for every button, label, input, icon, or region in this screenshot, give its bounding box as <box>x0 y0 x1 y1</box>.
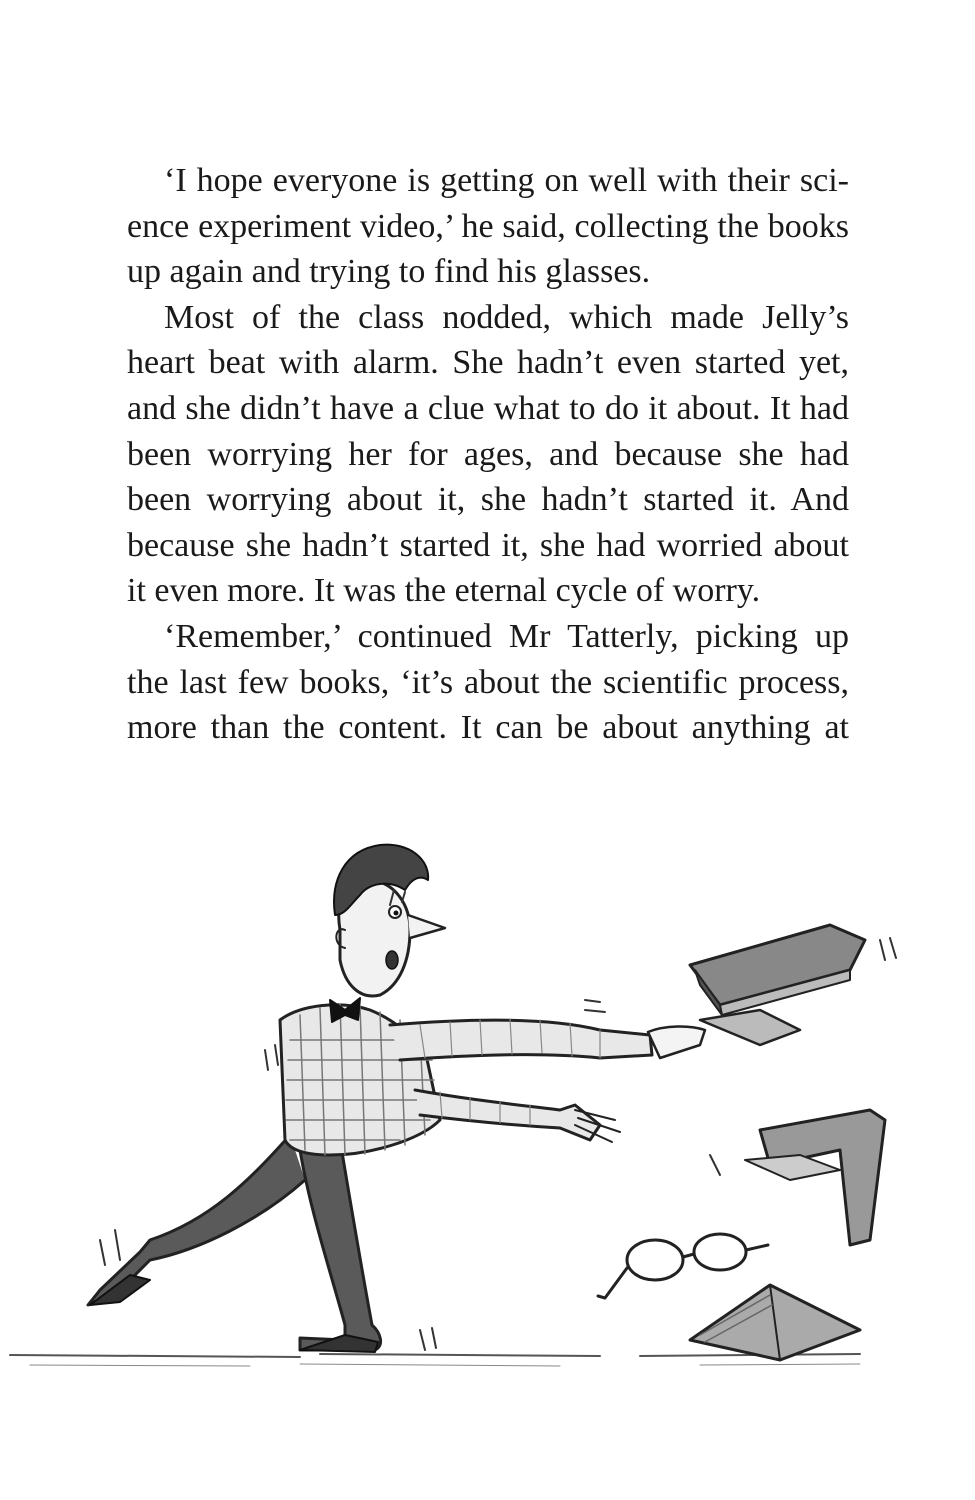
text-line: been worrying about it, she hadn’t started it. And <box>127 481 849 519</box>
flying-book-icon <box>745 1110 885 1245</box>
book-in-hand-icon <box>690 925 865 1045</box>
man-head <box>334 845 445 996</box>
man-chasing-flying-books-illustration <box>0 820 975 1400</box>
text-line: heart beat with alarm. She hadn’t even started yet, <box>127 344 849 382</box>
text-line: more than the content. It can be about anything at <box>127 709 849 747</box>
text-line: and she didn’t have a clue what to do it about. It had <box>127 389 849 427</box>
text-line: Most of the class nodded, which made Jelly’s <box>164 298 849 336</box>
text-line: ence experiment video,’ he said, collecting the books <box>127 207 849 245</box>
text-line: been worrying her for ages, and because she had <box>127 435 849 473</box>
text-line: ‘Remember,’ continued Mr Tatterly, picking up <box>164 617 849 655</box>
floor-line <box>10 1354 860 1366</box>
book-on-floor-icon <box>690 1285 860 1360</box>
text-line: it even more. It was the eternal cycle of worry. <box>127 572 761 610</box>
glasses-icon <box>598 1234 768 1298</box>
man-legs <box>88 1135 381 1352</box>
text-line: because she hadn’t started it, she had worried about <box>127 526 849 564</box>
text-line: ‘I hope everyone is getting on well with their sci- <box>164 162 849 199</box>
text-line: the last few books, ‘it’s about the scientific process, <box>127 663 849 701</box>
text-line: up again and trying to find his glasses. <box>127 253 651 291</box>
body-text <box>127 158 849 751</box>
